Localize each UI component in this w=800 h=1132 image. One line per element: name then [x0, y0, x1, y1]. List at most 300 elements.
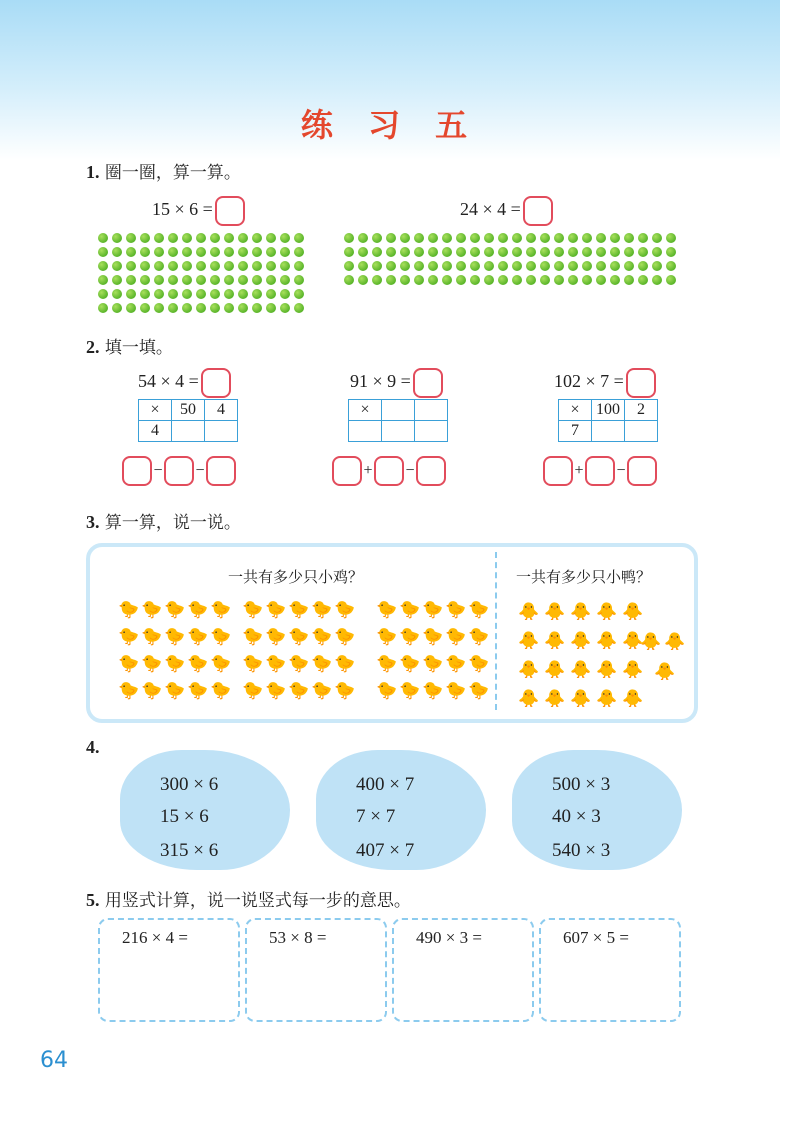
- dot-icon: [498, 247, 508, 257]
- dot-icon: [140, 303, 150, 313]
- expression: 7 × 7: [356, 806, 396, 827]
- dot-icon: [154, 247, 164, 257]
- answer-box[interactable]: [543, 456, 573, 486]
- duck-icon: 🐥: [570, 660, 592, 680]
- dot-icon: [344, 261, 354, 271]
- dot-icon: [568, 233, 578, 243]
- duck-icon: 🐥: [654, 662, 676, 682]
- dot-icon: [582, 275, 592, 285]
- dot-icon: [196, 303, 206, 313]
- chick-icon: 🐤: [422, 627, 444, 647]
- chick-icon: 🐤: [334, 654, 356, 674]
- chick-icon: 🐤: [164, 681, 186, 701]
- chick-icon: 🐤: [242, 654, 264, 674]
- chick-icon: 🐤: [265, 627, 287, 647]
- duck-icon: 🐥: [570, 631, 592, 651]
- dot-icon: [182, 247, 192, 257]
- dot-icon: [484, 233, 494, 243]
- dot-icon: [126, 303, 136, 313]
- dot-icon: [294, 289, 304, 299]
- dot-icon: [344, 275, 354, 285]
- answer-box[interactable]: [413, 368, 443, 398]
- chick-icon: 🐤: [334, 600, 356, 620]
- dot-icon: [540, 233, 550, 243]
- dot-icon: [238, 303, 248, 313]
- dot-icon: [224, 275, 234, 285]
- duck-icon: 🐥: [622, 689, 644, 709]
- answer-box[interactable]: [627, 456, 657, 486]
- chick-icon: 🐤: [242, 600, 264, 620]
- dot-icon: [386, 233, 396, 243]
- dot-icon: [126, 261, 136, 271]
- dot-icon: [428, 247, 438, 257]
- dot-icon: [182, 289, 192, 299]
- expression: 40 × 3: [552, 806, 601, 827]
- chick-icon: 🐤: [376, 654, 398, 674]
- expression: 400 × 7: [356, 774, 415, 795]
- dot-icon: [112, 233, 122, 243]
- dot-icon: [210, 233, 220, 243]
- dot-icon: [596, 261, 606, 271]
- answer-box[interactable]: [164, 456, 194, 486]
- dot-icon: [358, 247, 368, 257]
- dot-icon: [210, 289, 220, 299]
- question-ducks: 一共有多少只小鸭？: [516, 568, 652, 586]
- dot-icon: [540, 275, 550, 285]
- dot-icon: [666, 247, 676, 257]
- dot-icon: [372, 247, 382, 257]
- duck-icon: 🐥: [664, 632, 686, 652]
- dot-icon: [224, 261, 234, 271]
- page-number: 64: [40, 1048, 68, 1073]
- dot-icon: [280, 261, 290, 271]
- dot-icon: [294, 247, 304, 257]
- duck-icon: 🐥: [544, 660, 566, 680]
- dot-icon: [294, 233, 304, 243]
- vertical-calc-card-1[interactable]: 216 × 4 =: [98, 918, 240, 1022]
- dot-icon: [428, 275, 438, 285]
- dot-icon: [372, 275, 382, 285]
- chick-icon: 🐤: [376, 681, 398, 701]
- dot-icon: [252, 247, 262, 257]
- chick-icon: 🐤: [334, 627, 356, 647]
- chick-icon: 🐤: [187, 600, 209, 620]
- dot-icon: [140, 289, 150, 299]
- dot-icon: [666, 261, 676, 271]
- dot-icon: [196, 275, 206, 285]
- dot-icon: [442, 261, 452, 271]
- dot-icon: [294, 275, 304, 285]
- dot-icon: [168, 289, 178, 299]
- chick-icon: 🐤: [311, 627, 333, 647]
- dot-icon: [196, 247, 206, 257]
- dot-icon: [666, 233, 676, 243]
- answer-box[interactable]: [201, 368, 231, 398]
- section-4-heading: 4.: [86, 737, 100, 757]
- chick-icon: 🐤: [164, 654, 186, 674]
- dot-icon: [182, 261, 192, 271]
- answer-box[interactable]: [626, 368, 656, 398]
- dot-icon: [596, 275, 606, 285]
- duck-icon: 🐥: [544, 689, 566, 709]
- dot-icon: [638, 261, 648, 271]
- dot-icon: [238, 261, 248, 271]
- dot-icon: [126, 233, 136, 243]
- chick-icon: 🐤: [265, 681, 287, 701]
- duck-icon: 🐥: [544, 602, 566, 622]
- dot-icon: [372, 261, 382, 271]
- dot-icon: [484, 275, 494, 285]
- dot-icon: [526, 261, 536, 271]
- chick-icon: 🐤: [118, 627, 140, 647]
- dot-icon: [98, 247, 108, 257]
- page-title: 练 习 五: [300, 106, 480, 144]
- dot-icon: [652, 233, 662, 243]
- dot-icon: [154, 289, 164, 299]
- dot-icon: [526, 275, 536, 285]
- dot-icon: [652, 247, 662, 257]
- chick-icon: 🐤: [265, 600, 287, 620]
- answer-box[interactable]: [122, 456, 152, 486]
- dot-icon: [266, 233, 276, 243]
- dot-icon: [554, 247, 564, 257]
- multiplication-grid-3: × 100 2 7: [558, 399, 658, 442]
- dot-icon: [280, 233, 290, 243]
- chick-icon: 🐤: [311, 600, 333, 620]
- chick-icon: 🐤: [399, 600, 421, 620]
- chick-icon: 🐤: [242, 627, 264, 647]
- dot-icon: [582, 233, 592, 243]
- chick-icon: 🐤: [141, 627, 163, 647]
- dot-icon: [266, 247, 276, 257]
- vertical-calc-card-2[interactable]: 53 × 8 =: [245, 918, 387, 1022]
- dot-icon: [624, 275, 634, 285]
- duck-icon: 🐥: [518, 660, 540, 680]
- chick-icon: 🐤: [422, 600, 444, 620]
- dot-icon: [112, 247, 122, 257]
- dot-icon: [498, 261, 508, 271]
- dot-icon: [652, 261, 662, 271]
- dot-icon: [568, 275, 578, 285]
- dot-icon: [154, 233, 164, 243]
- vertical-calc-card-4[interactable]: 607 × 5 =: [539, 918, 681, 1022]
- dot-icon: [386, 261, 396, 271]
- multiplication-grid-2: ×: [348, 399, 448, 442]
- dot-icon: [400, 233, 410, 243]
- dot-icon: [238, 233, 248, 243]
- dot-icon: [470, 261, 480, 271]
- answer-box[interactable]: [523, 196, 553, 226]
- chick-icon: 🐤: [334, 681, 356, 701]
- dot-icon: [624, 247, 634, 257]
- dot-icon: [224, 233, 234, 243]
- calc-chain-2: + −: [332, 456, 446, 486]
- duck-icon: 🐥: [570, 689, 592, 709]
- dot-icon: [294, 303, 304, 313]
- dot-icon: [554, 275, 564, 285]
- answer-box[interactable]: [206, 456, 236, 486]
- chick-icon: 🐤: [210, 600, 232, 620]
- calc-chain-3: + −: [543, 456, 657, 486]
- chick-icon: 🐤: [118, 681, 140, 701]
- dot-icon: [154, 275, 164, 285]
- dot-icon: [358, 275, 368, 285]
- dot-icon: [512, 275, 522, 285]
- dot-icon: [596, 233, 606, 243]
- dot-icon: [168, 303, 178, 313]
- dot-icon: [442, 247, 452, 257]
- duck-icon: 🐥: [622, 602, 644, 622]
- dot-icon: [372, 233, 382, 243]
- answer-box[interactable]: [416, 456, 446, 486]
- duck-icon: 🐥: [518, 602, 540, 622]
- dot-icon: [414, 247, 424, 257]
- vertical-calc-card-3[interactable]: 490 × 3 =: [392, 918, 534, 1022]
- dot-icon: [238, 289, 248, 299]
- dot-icon: [596, 247, 606, 257]
- answer-box[interactable]: [332, 456, 362, 486]
- duck-icon: 🐥: [622, 631, 644, 651]
- dot-icon: [638, 275, 648, 285]
- eq-15x6: 15 × 6 =: [152, 196, 245, 226]
- dot-icon: [266, 261, 276, 271]
- chick-icon: 🐤: [376, 627, 398, 647]
- chick-icon: 🐤: [445, 627, 467, 647]
- duck-icon: 🐥: [544, 631, 566, 651]
- dot-icon: [582, 247, 592, 257]
- chick-icon: 🐤: [288, 654, 310, 674]
- multiplication-grid-1: × 50 4 4: [138, 399, 238, 442]
- dot-icon: [154, 261, 164, 271]
- chick-icon: 🐤: [118, 654, 140, 674]
- dot-icon: [98, 303, 108, 313]
- chick-icon: 🐤: [288, 600, 310, 620]
- dot-icon: [512, 247, 522, 257]
- dot-icon: [182, 275, 192, 285]
- dot-icon: [456, 275, 466, 285]
- dot-icon: [358, 261, 368, 271]
- dot-icon: [428, 233, 438, 243]
- dot-icon: [98, 289, 108, 299]
- dot-icon: [210, 261, 220, 271]
- dot-icon: [400, 247, 410, 257]
- eq-102x7: 102 × 7 =: [554, 368, 656, 398]
- chick-icon: 🐤: [468, 654, 490, 674]
- chick-icon: 🐤: [311, 654, 333, 674]
- dot-icon: [582, 261, 592, 271]
- expression-blob-1: [120, 750, 290, 870]
- section-2-heading: 2. 填一填。: [86, 337, 173, 358]
- duck-icon: 🐥: [640, 632, 662, 652]
- chick-icon: 🐤: [141, 600, 163, 620]
- duck-icon: 🐥: [518, 631, 540, 651]
- chick-icon: 🐤: [187, 627, 209, 647]
- chick-icon: 🐤: [468, 681, 490, 701]
- question-chicks: 一共有多少只小鸡？: [228, 568, 364, 586]
- dot-icon: [266, 303, 276, 313]
- dot-icon: [112, 275, 122, 285]
- chick-icon: 🐤: [265, 654, 287, 674]
- dot-icon: [610, 275, 620, 285]
- chick-icon: 🐤: [187, 654, 209, 674]
- chick-icon: 🐤: [288, 627, 310, 647]
- dot-icon: [140, 233, 150, 243]
- dot-icon: [414, 233, 424, 243]
- dot-icon: [540, 247, 550, 257]
- dot-icon: [280, 289, 290, 299]
- answer-box[interactable]: [585, 456, 615, 486]
- dot-icon: [168, 261, 178, 271]
- dot-icon: [358, 233, 368, 243]
- chick-icon: 🐤: [210, 627, 232, 647]
- dot-icon: [484, 261, 494, 271]
- dot-icon: [470, 247, 480, 257]
- eq-24x4: 24 × 4 =: [460, 196, 553, 226]
- chick-icon: 🐤: [288, 681, 310, 701]
- dot-icon: [280, 247, 290, 257]
- dot-icon: [554, 233, 564, 243]
- dot-icon: [280, 303, 290, 313]
- dot-icon: [666, 275, 676, 285]
- dot-icon: [126, 275, 136, 285]
- dot-icon: [456, 233, 466, 243]
- expression: 500 × 3: [552, 774, 611, 795]
- chick-icon: 🐤: [164, 627, 186, 647]
- dot-icon: [140, 261, 150, 271]
- duck-icon: 🐥: [596, 602, 618, 622]
- chick-icon: 🐤: [376, 600, 398, 620]
- dot-icon: [126, 289, 136, 299]
- dot-icon: [182, 303, 192, 313]
- dot-icon: [498, 233, 508, 243]
- dot-icon: [252, 261, 262, 271]
- chick-icon: 🐤: [311, 681, 333, 701]
- dot-icon: [210, 275, 220, 285]
- dot-icon: [610, 233, 620, 243]
- dot-icon: [484, 247, 494, 257]
- expression: 300 × 6: [160, 774, 219, 795]
- dot-icon: [414, 261, 424, 271]
- dot-icon: [624, 233, 634, 243]
- expression: 315 × 6: [160, 840, 219, 861]
- duck-icon: 🐥: [622, 660, 644, 680]
- dot-icon: [554, 261, 564, 271]
- dot-icon: [470, 233, 480, 243]
- dot-icon: [224, 303, 234, 313]
- duck-icon: 🐥: [596, 660, 618, 680]
- dot-icon: [428, 261, 438, 271]
- dot-icon: [266, 289, 276, 299]
- dot-icon: [112, 303, 122, 313]
- chick-icon: 🐤: [210, 654, 232, 674]
- dot-icon: [610, 247, 620, 257]
- duck-icon: 🐥: [596, 631, 618, 651]
- dot-icon: [470, 275, 480, 285]
- answer-box[interactable]: [215, 196, 245, 226]
- chick-icon: 🐤: [445, 600, 467, 620]
- dot-icon: [252, 289, 262, 299]
- dot-icon: [168, 247, 178, 257]
- dot-icon: [568, 247, 578, 257]
- dot-icon: [210, 247, 220, 257]
- dot-icon: [442, 275, 452, 285]
- chick-icon: 🐤: [141, 681, 163, 701]
- dot-icon: [238, 275, 248, 285]
- dot-icon: [638, 247, 648, 257]
- dot-icon: [344, 233, 354, 243]
- chick-icon: 🐤: [445, 681, 467, 701]
- duck-icon: 🐥: [518, 689, 540, 709]
- dot-icon: [526, 247, 536, 257]
- duck-icon: 🐥: [596, 689, 618, 709]
- expression-blob-2: [316, 750, 486, 870]
- dot-icon: [400, 275, 410, 285]
- dot-icon: [266, 275, 276, 285]
- dot-icon: [112, 289, 122, 299]
- dot-icon: [196, 261, 206, 271]
- dot-icon: [140, 275, 150, 285]
- dot-icon: [526, 233, 536, 243]
- dot-icon: [414, 275, 424, 285]
- dot-icon: [224, 289, 234, 299]
- dot-icon: [224, 247, 234, 257]
- chick-icon: 🐤: [141, 654, 163, 674]
- section-1-heading: 1. 圈一圈，算一算。: [86, 162, 241, 183]
- dot-icon: [568, 261, 578, 271]
- dot-icon: [512, 233, 522, 243]
- dot-icon: [280, 275, 290, 285]
- chick-icon: 🐤: [468, 600, 490, 620]
- dot-icon: [98, 275, 108, 285]
- dot-icon: [98, 261, 108, 271]
- eq-91x9: 91 × 9 =: [350, 368, 443, 398]
- chick-icon: 🐤: [187, 681, 209, 701]
- chick-icon: 🐤: [399, 627, 421, 647]
- chick-icon: 🐤: [445, 654, 467, 674]
- dot-icon: [210, 303, 220, 313]
- dot-icon: [252, 233, 262, 243]
- dot-icon: [344, 247, 354, 257]
- section-3-heading: 3. 算一算，说一说。: [86, 512, 241, 533]
- dot-icon: [540, 261, 550, 271]
- chick-icon: 🐤: [242, 681, 264, 701]
- expression: 540 × 3: [552, 840, 611, 861]
- duck-icon: 🐥: [570, 602, 592, 622]
- chick-icon: 🐤: [422, 654, 444, 674]
- chick-icon: 🐤: [399, 654, 421, 674]
- dot-icon: [294, 261, 304, 271]
- dot-icon: [252, 275, 262, 285]
- dot-icon: [512, 261, 522, 271]
- expression-blob-3: [512, 750, 682, 870]
- dot-icon: [252, 303, 262, 313]
- dot-icon: [638, 233, 648, 243]
- dot-icon: [456, 247, 466, 257]
- dot-icon: [112, 261, 122, 271]
- expression: 15 × 6: [160, 806, 209, 827]
- chick-icon: 🐤: [164, 600, 186, 620]
- chick-icon: 🐤: [422, 681, 444, 701]
- eq-54x4: 54 × 4 =: [138, 368, 231, 398]
- dot-icon: [442, 233, 452, 243]
- chick-icon: 🐤: [210, 681, 232, 701]
- answer-box[interactable]: [374, 456, 404, 486]
- dot-icon: [168, 233, 178, 243]
- dot-icon: [238, 247, 248, 257]
- chick-icon: 🐤: [399, 681, 421, 701]
- dot-icon: [400, 261, 410, 271]
- dot-icon: [456, 261, 466, 271]
